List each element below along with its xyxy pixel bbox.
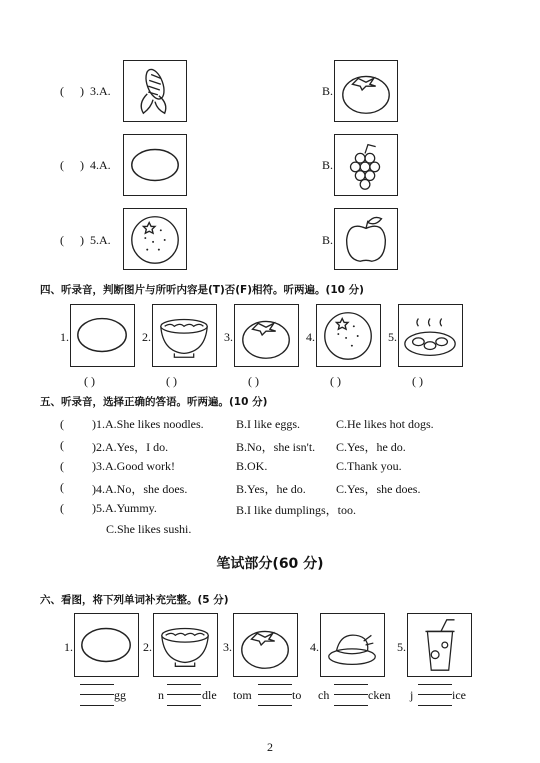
s4-answer-5[interactable]: ( ): [412, 374, 423, 388]
orange-icon: [124, 209, 186, 269]
s6-chicken-picture: [320, 613, 385, 677]
s5-q3-a: )3.A.Good work!: [92, 459, 175, 473]
s6-num-2: 2.: [143, 640, 152, 654]
s6-juice-picture: [407, 613, 472, 677]
egg-icon: [71, 305, 134, 366]
s5-q2-c: C.Yes，he do.: [336, 440, 406, 454]
orange-picture: [123, 208, 187, 270]
answer-paren-4: (: [60, 158, 64, 172]
s6-num-5: 5.: [397, 640, 406, 654]
section-4-title: 四、听录音，判断图片与所听内容是(T)否(F)相符。听两遍。(10 分): [40, 284, 364, 296]
s5-paren-5: (: [60, 501, 64, 515]
s5-q2-b: B.No，she isn't.: [236, 440, 316, 454]
roast-chicken-icon: [321, 614, 384, 676]
s6-tomato-picture: [233, 613, 298, 677]
choice-b-3: B.: [322, 84, 334, 98]
s6-num-3: 3.: [223, 640, 232, 654]
s6-word-4-post: cken: [368, 688, 391, 702]
egg-picture: [123, 134, 187, 196]
s4-answer-4[interactable]: ( ): [330, 374, 341, 388]
corn-icon: [124, 61, 186, 121]
grapes-picture: [334, 134, 398, 196]
section-6-title: 六、看图，将下列单词补充完整。(5 分): [40, 594, 229, 606]
s6-noodles-picture: [153, 613, 218, 677]
s5-q3-c: C.Thank you.: [336, 459, 402, 473]
answer-paren-5: (: [60, 233, 64, 247]
s5-q1-b: B.I like eggs.: [236, 417, 300, 431]
s6-word-2-pre: n: [158, 688, 164, 702]
egg-icon: [124, 135, 186, 195]
s6-word-3-post: to: [292, 688, 302, 702]
answer-paren-close-3: ): [80, 84, 84, 98]
orange-icon: [317, 305, 380, 366]
s6-word-4-pre: ch: [318, 688, 330, 702]
s5-q2-a: )2.A.Yes，I do.: [92, 440, 169, 454]
s6-egg-picture: [74, 613, 139, 677]
s5-q1-a: )1.A.She likes noodles.: [92, 417, 204, 431]
s6-word-1-post: gg: [114, 688, 126, 702]
choice-num-5: 5.A.: [90, 233, 111, 247]
s4-num-5: 5.: [388, 330, 397, 344]
s4-num-2: 2.: [142, 330, 151, 344]
s5-q4-c: C.Yes，she does.: [336, 482, 421, 496]
apple-icon: [335, 209, 397, 269]
s5-paren-1: (: [60, 417, 64, 431]
egg-icon: [75, 614, 138, 676]
tomato-icon: [235, 305, 298, 366]
choice-b-5: B.: [322, 233, 334, 247]
s5-q4-a: )4.A.No，she does.: [92, 482, 188, 496]
tomato-icon: [234, 614, 297, 676]
answer-paren-close-4: ): [80, 158, 84, 172]
s5-q5-c: C.She likes sushi.: [106, 522, 192, 536]
s4-num-1: 1.: [60, 330, 69, 344]
s4-answer-2[interactable]: ( ): [166, 374, 177, 388]
s4-dumplings-picture: [398, 304, 463, 367]
s6-num-1: 1.: [64, 640, 73, 654]
choice-num-3: 3.A.: [90, 84, 111, 98]
s4-num-3: 3.: [224, 330, 233, 344]
s5-paren-4: (: [60, 480, 64, 494]
s5-q1-c: C.He likes hot dogs.: [336, 417, 434, 431]
s5-q5-a: )5.A.Yummy.: [92, 501, 157, 515]
s6-num-4: 4.: [310, 640, 319, 654]
juice-cup-icon: [408, 614, 471, 676]
s5-q3-b: B.OK.: [236, 459, 268, 473]
s6-word-5-pre: j: [410, 688, 414, 702]
s4-num-4: 4.: [306, 330, 315, 344]
answer-paren-close-5: ): [80, 233, 84, 247]
dumplings-plate-icon: [399, 305, 462, 366]
s5-paren-3: (: [60, 459, 64, 473]
s5-paren-2: (: [60, 438, 64, 452]
s4-egg-picture: [70, 304, 135, 367]
s4-answer-1[interactable]: ( ): [84, 374, 95, 388]
s4-tomato-picture: [234, 304, 299, 367]
choice-num-4: 4.A.: [90, 158, 111, 172]
tomato-icon: [335, 61, 397, 121]
page-number: 2: [267, 740, 273, 754]
grapes-icon: [335, 135, 397, 195]
answer-paren-3: (: [60, 84, 64, 98]
noodles-bowl-icon: [153, 305, 216, 366]
s4-answer-3[interactable]: ( ): [248, 374, 259, 388]
section-5-title: 五、听录音，选择正确的答语。听两遍。(10 分): [40, 396, 268, 408]
apple-picture: [334, 208, 398, 270]
s4-noodles-picture: [152, 304, 217, 367]
noodles-bowl-icon: [154, 614, 217, 676]
written-part-heading: 笔试部分(60 分): [216, 556, 324, 572]
s6-word-5-post: ice: [452, 688, 466, 702]
corn-picture: [123, 60, 187, 122]
tomato-picture: [334, 60, 398, 122]
s5-q5-b: B.I like dumplings，too.: [236, 503, 357, 517]
s6-word-2-post: dle: [202, 688, 217, 702]
s6-word-3-pre: tom: [233, 688, 252, 702]
choice-b-4: B.: [322, 158, 334, 172]
s5-q4-b: B.Yes，he do.: [236, 482, 306, 496]
s4-orange-picture: [316, 304, 381, 367]
